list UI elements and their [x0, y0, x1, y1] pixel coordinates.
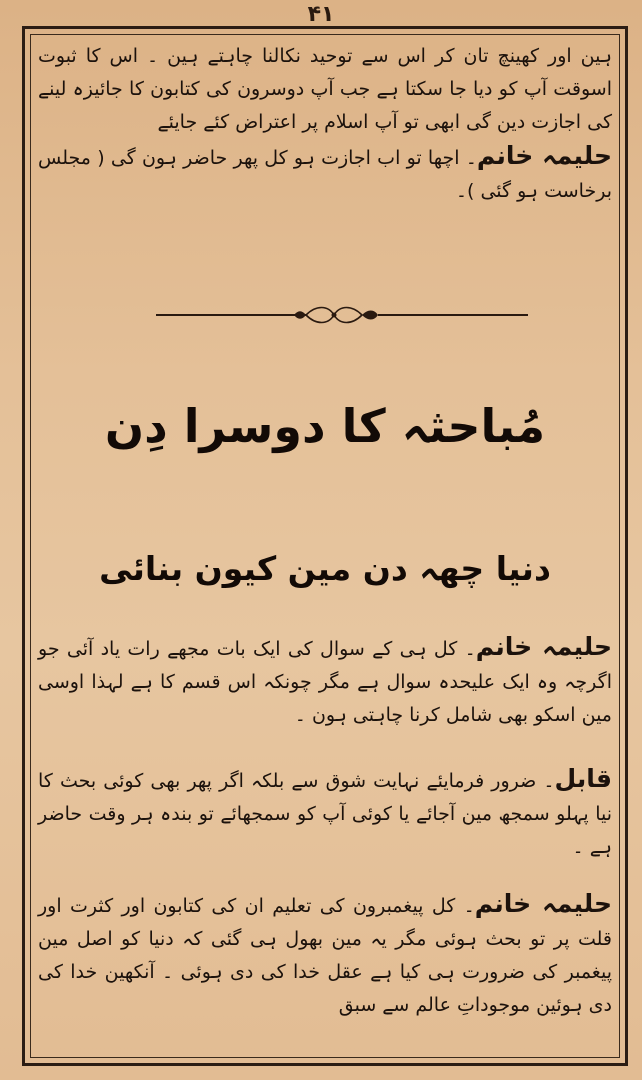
paragraph-text: ہین اور کھینچ تان کر اس سے توحید نکالنا چاہتے ہین ۔ اس کا ثبوت اسوقت آپ کو دیا جا سکتا ہے جب آپ دوسرون کی کتابون کا جائیزہ لینے کی اجازت دین گی ابھی تو آپ اسلام پر اعتراض کئے جایئے: [38, 45, 612, 133]
paragraph-intro: [38, 40, 612, 208]
dialogue-paragraph: [38, 762, 612, 864]
paragraph-text: ۔ ضرور فرمایئے نہایت شوق سے بلکہ اگر پھر بھی کوئی بحث کا نیا پہلو سمجھ مین آجائے یا کوئی آپ کو سمجھائے تو بندہ ہر وقت حاضر ہے ۔: [38, 770, 612, 858]
speaker-name: قابل: [554, 764, 612, 793]
section-heading: مُباحثہ کا دوسرا دِن: [104, 399, 546, 453]
dialogue-paragraph: [38, 630, 612, 732]
paragraph-text: ۔ کل ہی کے سوال کی ایک بات مجھے رات یاد آئی جو اگرچہ وہ ایک علیحدہ سوال ہے مگر چونکہ اس قسم کا ہے لہذا اوسی مین اسکو بھی شامل کرنا چاہتی ہون ۔: [38, 638, 612, 726]
speaker-name: حلیمہ خانم: [476, 141, 612, 170]
paragraph-text: ۔ کل پیغمبرون کی تعلیم ان کی کتابون اور کثرت اور قلت پر تو بحث ہوئی مگر یہ مین بھول ہی گئی کہ دنیا کو اصل مین پیغمبر کی ضرورت ہی کیا ہے عقل خدا کی دی ہوئی ۔ آنکھین خدا کی دی ہوئین موجوداتِ عالم سے سبق: [38, 895, 612, 1016]
dialogue-paragraph: [38, 887, 612, 1022]
ornamental-divider: [156, 303, 528, 327]
paragraph-text: ۔ اچھا تو اب اجازت ہو کل پھر حاضر ہون گی ( مجلس برخاست ہو گئی )۔: [38, 147, 612, 202]
speaker-name: حلیمہ خانم: [474, 889, 612, 918]
speaker-name: حلیمہ خانم: [475, 632, 612, 661]
section-subheading: دنیا چھہ دن مین کیون بنائی: [99, 549, 551, 588]
page-number: ۴۱: [307, 2, 335, 27]
